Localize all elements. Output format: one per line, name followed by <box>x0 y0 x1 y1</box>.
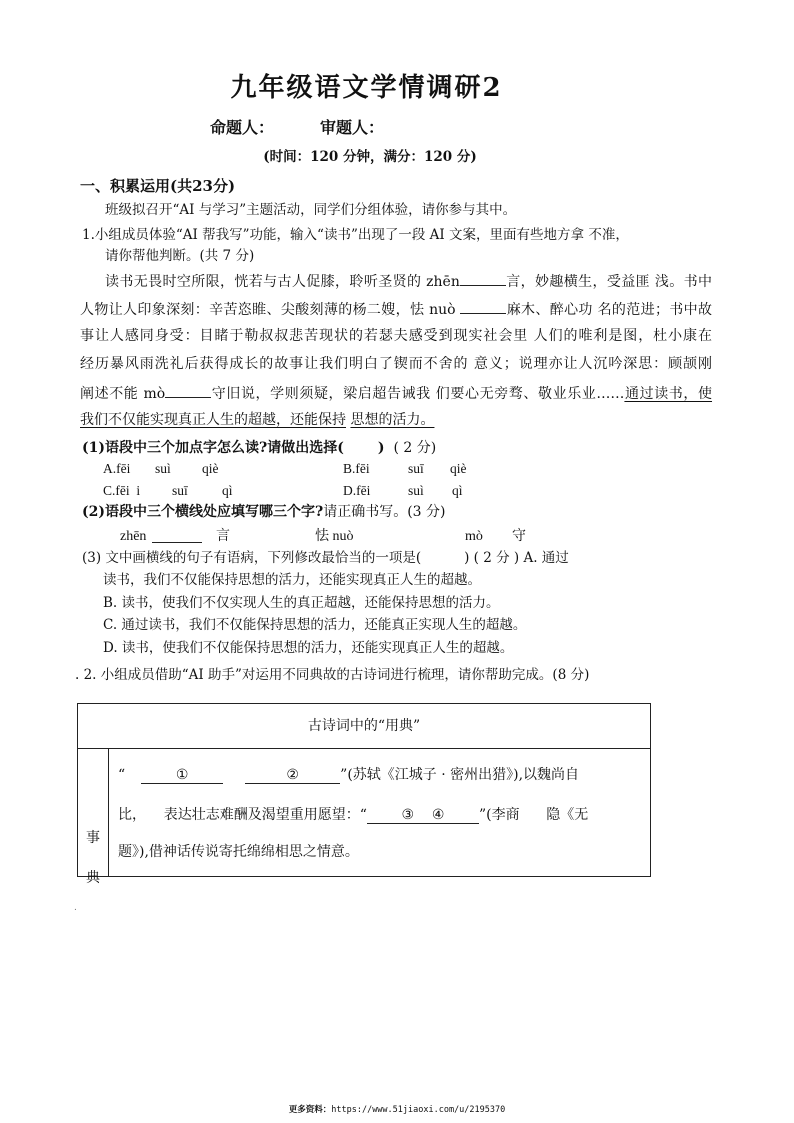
exam-title: 九年级语文学情调研2 <box>230 73 503 103</box>
table-text: ”(李商 隐《无 <box>478 807 589 823</box>
passage-text: 阐述不能 mò <box>80 386 166 402</box>
option-c-1: C.fēi i <box>103 483 141 498</box>
option-b-3: qiè <box>450 461 467 476</box>
underlined-sentence: 我们不仅能实现真正人生的超越，还能保持 <box>80 412 346 428</box>
subquestion-1-prompt: (1)语段中三个加点字怎么读?请做出选择( ) <box>82 440 385 456</box>
subquestion-3-option-c: C. 通过读书，我们不仅能保持思想的活力，还能真正实现人生的超越。 <box>103 617 527 633</box>
passage-line-1 <box>105 270 712 292</box>
option-b-1: B.fēi <box>343 461 370 476</box>
fill-blank-2: ② <box>245 767 340 784</box>
passage-line-6 <box>80 410 434 430</box>
table-row-label <box>78 749 109 886</box>
passage-text: 麻木、醉心功 名的范进；书中故 <box>506 302 712 318</box>
answer-shou: 守 <box>512 529 526 544</box>
question2-prompt: . 2. 小组成员借助“AI 助手”对运用不同典故的古诗词进行梳理，请你帮助完成。(8 分) <box>75 667 590 683</box>
table-text: 比， 表达壮志难酬及渴望重用愿望：“ <box>118 807 367 823</box>
fill-blank-zhen <box>460 270 506 286</box>
reviewer-label: 审题人： <box>320 118 385 137</box>
stray-mark: . <box>74 903 77 913</box>
question1-prompt-line2: 请你帮他判断。(共 7 分) <box>105 248 255 264</box>
subquestion-3-prompt: (3) 文中画横线的句子有语病，下列修改最恰当的一项是( ) ( 2 分 ) A. 通过 <box>82 550 569 566</box>
passage-text: 人物让人印象深刻：辛苦恣睢、尖酸刻薄的杨二嫂，怯 nuò <box>80 302 461 318</box>
footer-label: 更多资料： <box>288 1105 332 1115</box>
option-d-1: D.fēi <box>343 483 371 498</box>
passage-line-4: 经历暴风雨洗礼后获得成长的故事让我们明白了锲而不舍的 意义；说理亦让人沉吟深思：顾颉刚 <box>80 356 712 372</box>
option-c-3: qì <box>222 483 233 498</box>
option-d-3: qì <box>452 483 463 498</box>
subquestion-3-option-a: 读书，我们不仅能保持思想的活力，还能实现真正人生的超越。 <box>103 572 481 588</box>
option-a-1: A.fēi <box>103 461 131 476</box>
passage-line-5 <box>80 382 712 404</box>
answer-mo: mò <box>465 529 483 544</box>
passage-text: 言，妙趣横生，受益匪 浅。书中 <box>505 274 712 290</box>
table-content-line-3: 题》),借神话传说寄托绵绵相思之情意。 <box>118 844 359 860</box>
setter-label: 命题人： <box>210 118 275 137</box>
option-c-2: suī <box>172 483 188 498</box>
section-heading: 一、积累运用(共23分) <box>80 177 236 195</box>
row-label-char: 事 <box>86 830 100 846</box>
option-a-3: qiè <box>202 461 219 476</box>
fill-blank-mo <box>165 382 211 398</box>
underlined-sentence: 通过读书，使 <box>624 386 713 402</box>
table-content-line-2 <box>118 805 588 825</box>
passage-text: 读书无畏时空所限，恍若与古人促膝，聆听圣贤的 zhēn <box>105 274 460 290</box>
subquestion-3-option-b: B. 读书，使我们不仅实现人生的真正超越，还能保持思想的活力。 <box>103 595 500 611</box>
passage-line-2 <box>80 298 712 320</box>
passage-text: 守旧说，学则须疑，梁启超告诫我 们要心无旁骛、敬业乐业…… <box>211 386 625 402</box>
subquestion-2 <box>82 502 445 522</box>
passage-line-3: 事让人感同身受：目睹于勒叔叔悲苦现状的若瑟夫感受到现实社会里 人们的唯利是图，杜小康在 <box>80 328 712 344</box>
option-d-2: suì <box>408 483 424 498</box>
answer-zhen: zhēn <box>120 529 147 544</box>
question1-prompt-line1: 1.小组成员体验“AI 帮我写”功能，输入“读书”出现了一段 AI 文案，里面有些地方拿 不准， <box>82 227 629 243</box>
subquestion-2-prompt: (2)语段中三个横线处应填写哪三个字? <box>82 504 324 520</box>
answer-qie-nuo: 怯 nuò <box>315 529 354 544</box>
section-intro: 班级拟召开“AI 与学习”主题活动，同学们分组体验，请你参与其中。 <box>105 202 517 218</box>
quote-open: “ <box>118 767 126 783</box>
subquestion-2-points: 请正确书写。(3 分) <box>323 504 446 520</box>
fill-blank-nuo <box>460 298 506 314</box>
answer-blank-zhen <box>152 527 202 543</box>
row-label-char: 典 <box>86 870 100 886</box>
underlined-sentence: 思想的活力。 <box>350 412 435 428</box>
footer <box>0 1100 794 1120</box>
table-content-line-1 <box>118 765 579 785</box>
table-text: ”(苏轼《江城子 · 密州出猎》),以魏尚自 <box>340 767 580 783</box>
footer-url: https://www.51jiaoxi.com/u/2195370 <box>331 1105 506 1115</box>
subquestion-3-option-d: D. 读书，使我们不仅能保持思想的活力，还能实现真正人生的超越。 <box>103 640 514 656</box>
subquestion-1-points: ( 2 分) <box>393 440 437 456</box>
exam-info: (时间：120 分钟，满分：120 分) <box>263 149 477 165</box>
subquestion-1 <box>82 438 436 458</box>
answer-yan: 言 <box>216 529 230 544</box>
option-a-2: suì <box>155 461 171 476</box>
option-b-2: suī <box>408 461 424 476</box>
fill-blank-1: ① <box>141 767 223 784</box>
fill-blank-3-4: ③ ④ <box>367 807 479 824</box>
table-header: 古诗词中的“用典” <box>78 704 650 749</box>
